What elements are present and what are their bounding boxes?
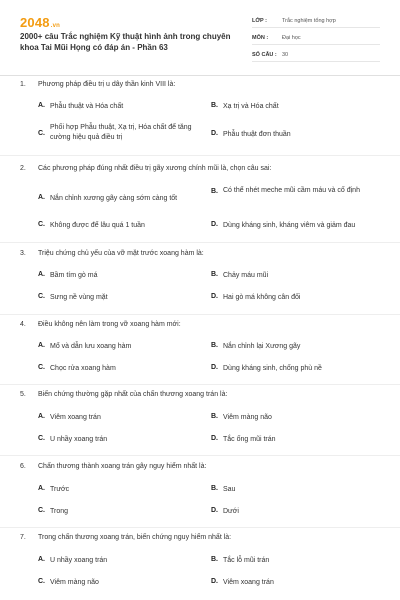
option-letter: D.: [211, 435, 218, 442]
option-c[interactable]: [38, 578, 198, 588]
meta-row-class: [252, 14, 380, 28]
question-text: [20, 81, 380, 88]
option-text: Hai gò má không cân đối: [223, 294, 301, 301]
option-b[interactable]: [211, 342, 371, 352]
question-text: [20, 321, 380, 328]
option-letter: B.: [211, 102, 218, 109]
question-text: [20, 463, 380, 470]
option-a[interactable]: [38, 485, 198, 495]
option-text: Nắn chỉnh xương gãy càng sớm càng tốt: [50, 195, 178, 202]
question-prompt: Điều không nên làm trong vỡ xoang hàm mới:: [38, 321, 181, 328]
question-number: 2.: [20, 165, 26, 172]
question-number: 5.: [20, 391, 26, 398]
question-divider: [0, 455, 400, 456]
option-letter: C.: [38, 364, 45, 371]
question-number: 3.: [20, 250, 26, 257]
option-letter: A.: [38, 556, 45, 563]
question-divider: [0, 155, 400, 156]
site-logo[interactable]: [20, 15, 60, 30]
question-number: 7.: [20, 534, 26, 541]
meta-label: LỚP :: [252, 17, 267, 24]
option-b[interactable]: [211, 271, 371, 281]
option-letter: D.: [211, 221, 218, 228]
option-text: Xạ trị và Hóa chất: [223, 103, 279, 110]
option-b[interactable]: [211, 485, 371, 495]
option-text: Sưng nề vùng mặt: [50, 294, 108, 301]
option-d[interactable]: [211, 435, 371, 445]
question-prompt: Phương pháp điều trị u dây thần kinh VIII là:: [38, 81, 176, 88]
question-text: [20, 250, 380, 257]
page-title: 2000+ câu Trắc nghiệm Kỹ thuật hình ảnh trong chuyên khoa Tai Mũi Họng có đáp án - Phần 63: [20, 32, 231, 52]
option-letter: B.: [211, 485, 218, 492]
question-number: 1.: [20, 81, 26, 88]
option-letter: D.: [211, 507, 218, 514]
option-letter: C.: [38, 578, 45, 585]
option-text: Bầm tím gò má: [50, 272, 98, 279]
question-divider: [0, 242, 400, 243]
option-b[interactable]: [211, 556, 371, 566]
option-a[interactable]: [38, 556, 198, 566]
question-number: 6.: [20, 463, 26, 470]
meta-value: Đại học: [282, 34, 301, 41]
question-text: [20, 534, 380, 541]
option-text: Chảy máu mũi: [223, 272, 269, 279]
option-text: Chọc rửa xoang hàm: [50, 365, 116, 372]
meta-label: SỐ CÂU :: [252, 51, 277, 58]
option-c[interactable]: [38, 435, 198, 445]
option-b[interactable]: [211, 186, 381, 196]
option-letter: D.: [211, 293, 218, 300]
meta-value: 30: [282, 51, 289, 58]
option-letter: A.: [38, 271, 45, 278]
option-text: Dưới: [223, 508, 239, 515]
option-letter: A.: [38, 102, 45, 109]
option-a[interactable]: [38, 102, 198, 112]
option-letter: A.: [38, 413, 45, 420]
option-a[interactable]: [38, 271, 198, 281]
option-text: Phẫu thuật đơn thuần: [223, 131, 291, 138]
question-divider: [0, 314, 400, 315]
option-a[interactable]: [38, 413, 198, 423]
option-c[interactable]: [38, 293, 198, 303]
option-c[interactable]: [38, 364, 198, 374]
option-letter: C.: [38, 435, 45, 442]
option-text: Phẫu thuật và Hóa chất: [50, 103, 124, 110]
option-c[interactable]: [38, 123, 193, 143]
option-letter: A.: [38, 194, 45, 201]
option-letter: C.: [38, 221, 45, 228]
option-c[interactable]: [38, 221, 198, 231]
option-letter: D.: [211, 364, 218, 371]
option-text: Trong: [50, 508, 69, 515]
question-prompt: Các phương pháp đúng nhất điều trị gãy xương chính mũi là, chọn câu sai:: [38, 165, 272, 172]
option-text: Tắc ống mũi trán: [223, 436, 276, 443]
option-d[interactable]: [211, 293, 371, 303]
option-text: U nhầy xoang trán: [50, 436, 108, 443]
option-text: Viêm xoang trán: [223, 579, 274, 586]
option-letter: D.: [211, 130, 218, 137]
meta-row-count: [252, 48, 380, 62]
option-text: Tắc lỗ mũi trán: [223, 557, 270, 564]
option-letter: B.: [211, 556, 218, 563]
option-letter: B.: [211, 413, 218, 420]
question-prompt: Triệu chứng chủ yếu của vỡ mặt trước xoang hàm là:: [38, 250, 204, 257]
option-letter: C.: [38, 129, 45, 137]
option-letter: A.: [38, 485, 45, 492]
meta-value: Trắc nghiệm tổng hợp: [282, 17, 336, 24]
option-d[interactable]: [211, 507, 371, 517]
option-text: Viêm xoang trán: [50, 414, 101, 421]
logo-suffix: .vn: [50, 23, 61, 29]
option-c[interactable]: [38, 507, 198, 517]
question-divider: [0, 384, 400, 385]
option-text: Dùng kháng sinh, kháng viêm và giảm đau: [223, 222, 356, 229]
meta-info: [252, 14, 380, 65]
option-text: Phối hợp Phẫu thuật, Xạ trị, Hóa chất để tăng cường hiệu quả điều trị: [50, 124, 192, 141]
option-text: Viêm màng não: [50, 579, 99, 586]
option-letter: A.: [38, 342, 45, 349]
option-text: Trước: [50, 486, 70, 493]
header-divider: [0, 75, 400, 76]
question-divider: [0, 527, 400, 528]
question-number: 4.: [20, 321, 26, 328]
option-b[interactable]: [211, 102, 371, 112]
question-prompt: Biến chứng thường gặp nhất của chấn thương xoang trán là:: [38, 391, 228, 398]
logo-text: 2048: [20, 15, 50, 30]
header: [0, 0, 400, 70]
question-text: [20, 165, 380, 172]
option-a[interactable]: [38, 194, 198, 204]
meta-label: MÔN :: [252, 34, 269, 41]
option-letter: D.: [211, 578, 218, 585]
option-letter: B.: [211, 342, 218, 349]
option-letter: C.: [38, 507, 45, 514]
meta-row-subject: [252, 31, 380, 45]
question-prompt: Chấn thương thành xoang trán gây nguy hiểm nhất là:: [38, 463, 207, 470]
option-d[interactable]: [211, 130, 371, 140]
question-prompt: Trong chấn thương xoang trán, biến chứng nguy hiểm nhất là:: [38, 534, 232, 541]
option-text: U nhầy xoang trán: [50, 557, 108, 564]
option-d[interactable]: [211, 578, 371, 588]
option-text: Nắn chỉnh lại Xương gãy: [223, 343, 301, 350]
question-text: [20, 391, 380, 398]
option-b[interactable]: [211, 413, 371, 423]
option-text: Sau: [223, 486, 236, 493]
option-a[interactable]: [38, 342, 198, 352]
option-letter: C.: [38, 293, 45, 300]
option-text: Không được để lâu quá 1 tuần: [50, 222, 145, 229]
option-letter: B.: [211, 271, 218, 278]
option-d[interactable]: [211, 364, 371, 374]
option-text: Viêm màng não: [223, 414, 272, 421]
option-text: Dùng kháng sinh, chống phù nề: [223, 365, 322, 372]
option-letter: B.: [211, 187, 218, 195]
option-d[interactable]: [211, 221, 386, 231]
option-text: Mổ và dẫn lưu xoang hàm: [50, 343, 132, 350]
option-text: Có thể nhét meche mũi cầm máu và cố định: [223, 187, 360, 194]
